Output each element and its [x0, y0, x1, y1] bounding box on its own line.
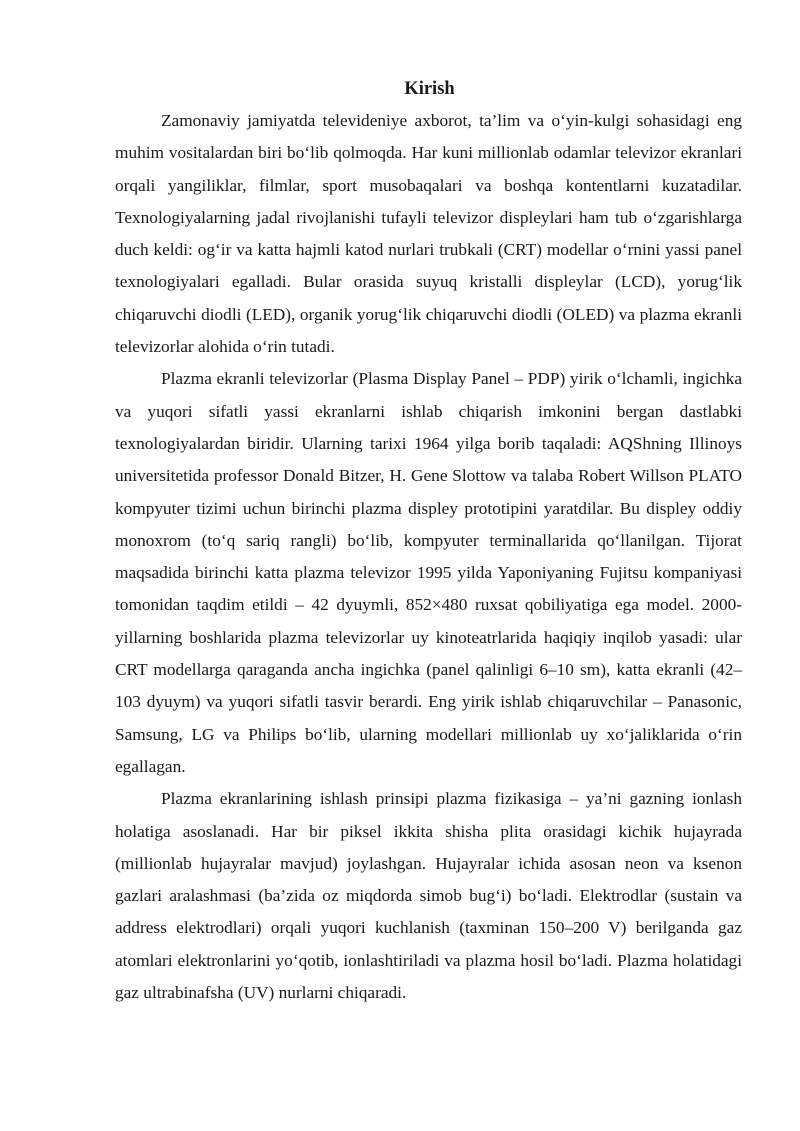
document-body — [115, 74, 742, 1009]
page-title: Kirish — [404, 79, 455, 99]
paragraph-introduction: Zamonaviy jamiyatda televideniye axborot, ta’lim va o‘yin-kulgi sohasidagi eng muhim vositalardan biri bo‘lib qolmoqda. Har kuni millionlab odamlar televizor ekranlari orqali yangiliklar, filmlar, sport musobaqalari va boshqa kontentlarni kuzatadilar. Texnologiyalarning jadal rivojlanishi tufayli televizor displeylari ham tub o‘zgarishlarga duch keldi: og‘ir va katta hajmli katod nurlari trubkali (CRT) modellar o‘rnini yassi panel texnologiyalari egalladi. Bular orasida suyuq kristalli displeylar (LCD), yorug‘lik chiqaruvchi diodli (LED), organik yorug‘lik chiqaruvchi diodli (OLED) va plazma ekranli televizorlar alohida o‘rin tutadi. — [115, 111, 742, 357]
paragraph-working-principle: Plazma ekranlarining ishlash prinsipi plazma fizikasiga – ya’ni gazning ionlash holatiga asoslanadi. Har bir piksel ikkita shisha plita orasidagi kichik hujayrada (millionlab hujayralar mavjud) joylashgan. Hujayralar ichida asosan neon va ksenon gazlari aralashmasi (ba’zida oz miqdorda simob bug‘i) bo‘ladi. Elektrodlar (sustain va address elektrodlari) orqali yuqori kuchlanish (taxminan 150–200 V) berilganda gaz atomlari elektronlarini yo‘qotib, ionlashtiriladi va plazma hosil bo‘ladi. Plazma holatidagi gaz ultrabinafsha (UV) nurlarni chiqaradi. — [115, 789, 742, 1003]
paragraph-plasma-history: Plazma ekranli televizorlar (Plasma Display Panel – PDP) yirik o‘lchamli, ingichka va yuqori sifatli yassi ekranlarni ishlab chiqarish imkonini bergan dastlabki texnologiyalardan biridir. Ularning tarixi 1964 yilga borib taqaladi: AQShning Illinoys universitetida professor Donald Bitzer, H. Gene Slottow va talaba Robert Willson PLATO kompyuter tizimi uchun birinchi plazma displey prototipini yaratdilar. Bu displey oddiy monoxrom (to‘q sariq rangli) bo‘lib, kompyuter terminallarida qo‘llanilgan. Tijorat maqsadida birinchi katta plazma televizor 1995 yilda Yaponiyaning Fujitsu kompaniyasi tomonidan taqdim etildi – 42 dyuymli, 852×480 ruxsat qobiliyatiga ega model. 2000-yillarning boshlarida plazma televizorlar uy kinoteatrlarida haqiqiy inqilob yasadi: ular CRT modellarga qaraganda ancha ingichka (panel qalinligi 6–10 sm), katta ekranli (42–103 dyuym) va yuqori sifatli tasvir berardi. Eng yirik ishlab chiqaruvchilar – Panasonic, Samsung, LG va Philips bo‘lib, ularning modellari millionlab uy xo‘jaliklarida o‘rin egallagan. — [115, 369, 742, 776]
